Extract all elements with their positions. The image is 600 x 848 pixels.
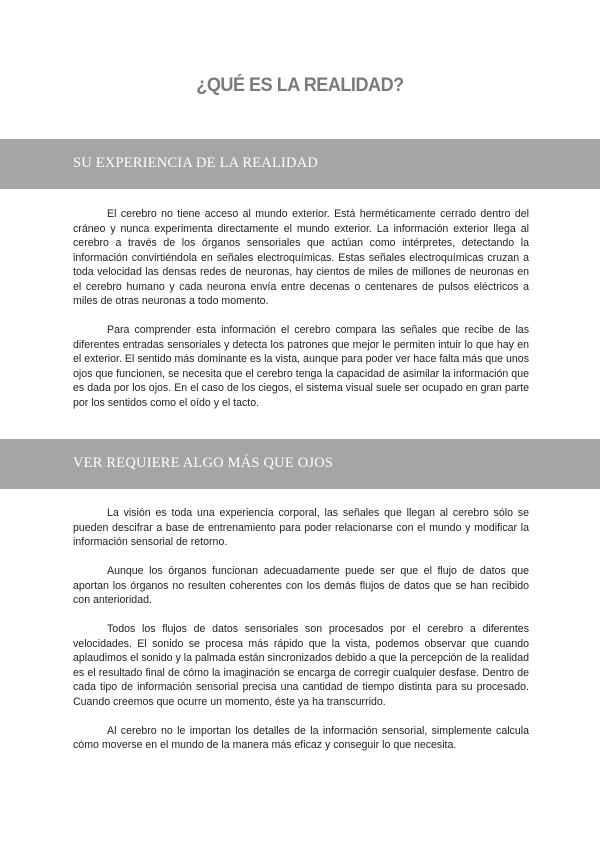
paragraph: Todos los flujos de datos sensoriales son procesados por el cerebro a diferentes velocidades. El sonido se procesa más rápido que la vista, podemos observar que cuando aplaudimos el sonido y la palmada están sincronizados debido a que la percepción de la realidad es el resultado final de cómo la imaginación se encarga de corregir cualquier desfase. Dentro de cada tipo de información sensorial precisa una cantidad de tiempo distinta para su procesado. Cuando creemos que ocurre un momento, éste ya ha transcurrido. <box>73 623 529 708</box>
section-body <box>73 207 529 425</box>
section-heading: SU EXPERIENCIA DE LA REALIDAD <box>73 155 319 171</box>
section-heading: VER REQUIERE ALGO MÁS QUE OJOS <box>73 455 334 471</box>
section-body <box>73 506 529 767</box>
paragraph: Para comprender esta información el cerebro compara las señales que recibe de las diferentes entradas sensoriales y detecta los patrones que mejor le permiten intuir lo que hay en el exterior. El sentido más dominante es la vista, aunque para poder ver hace falta más que unos ojos que funcionen, se necesita que el cerebro tenga la capacidad de asimilar la información que es dada por los ojos. En el caso de los ciegos, el sistema visual suele ser ocupado en gran parte por los sentidos como el oído y el tacto. <box>73 324 529 409</box>
paragraph: Al cerebro no le importan los detalles de la información sensorial, simplemente calcula cómo moverse en el mundo de la manera más eficaz y conseguir lo que necesita. <box>73 724 529 751</box>
paragraph: La visión es toda una experiencia corporal, las señales que llegan al cerebro sólo se pueden descifrar a base de entrenamiento para poder relacionarse con el mundo y modificar la información sensorial de retorno. <box>73 507 529 548</box>
paragraph: Aunque los órganos funcionan adecuadamente puede ser que el flujo de datos que aportan los órganos no resulten coherentes con los demás flujos de datos que se han recibido con anterioridad. <box>73 565 529 606</box>
page-title: ¿QUÉ ES LA REALIDAD? <box>196 75 404 96</box>
section-heading-band <box>0 139 600 189</box>
paragraph: El cerebro no tiene acceso al mundo exterior. Está herméticamente cerrado dentro del cráneo y nunca experimenta directamente el mundo exterior. La información exterior llega al cerebro a través de los órganos sensoriales que actúan como intérpretes, detectando la información convirtiéndola en señales electroquímicas. Estas señales electroquímicas cruzan a toda velocidad las densas redes de neuronas, hay cientos de miles de millones de neuronas en el cerebro humano y cada neurona envía entre decenas o centenares de pulsos eléctricos a miles de otras neuronas a todo momento. <box>73 208 529 307</box>
section-heading-band <box>0 439 600 489</box>
